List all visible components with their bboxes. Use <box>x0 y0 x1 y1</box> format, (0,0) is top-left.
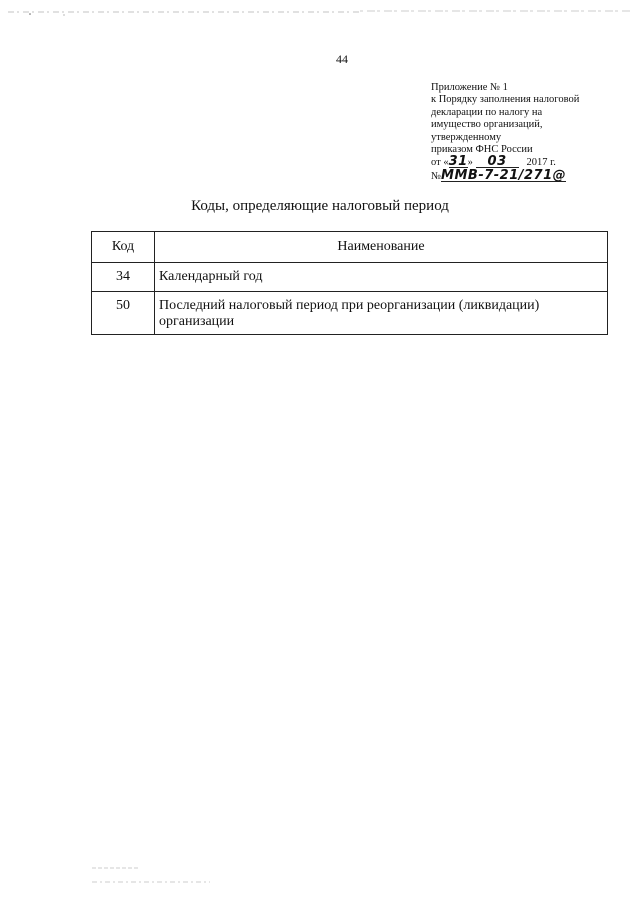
appendix-line: Приложение № 1 <box>431 82 508 93</box>
row-name: Последний налоговый период при реорганизации (ликвидации) организации <box>155 292 608 335</box>
table-row <box>92 292 608 335</box>
table-row <box>92 263 608 292</box>
appendix-order-number <box>431 167 621 183</box>
page-number: 44 <box>336 52 348 66</box>
document-title: Коды, определяющие налоговый период <box>191 198 449 214</box>
date-prefix: от « <box>431 157 449 169</box>
number-prefix: № <box>431 170 442 182</box>
date-year: 2017 г. <box>526 157 556 169</box>
date-month: 03 <box>476 156 519 168</box>
header-name: Наименование <box>155 232 608 263</box>
header-code: Код <box>92 232 155 263</box>
table-header-row <box>92 232 608 263</box>
date-day: 31 <box>448 154 468 170</box>
appendix-line: приказом ФНС России <box>431 144 533 156</box>
date-mid: » <box>467 157 473 169</box>
appendix-line: декларации по налогу на <box>431 106 543 118</box>
appendix-line: имущество организаций, <box>431 119 543 131</box>
row-code: 50 <box>92 292 155 335</box>
row-code: 34 <box>92 263 155 292</box>
appendix-block <box>431 82 621 183</box>
appendix-line: утвержденному <box>431 131 502 143</box>
row-name: Календарный год <box>155 263 608 292</box>
scan-noise-top <box>0 4 640 16</box>
order-number: ММВ-7-21/271@ <box>441 167 567 183</box>
codes-table <box>91 231 608 335</box>
faint-stamp-marks <box>90 860 220 894</box>
appendix-line: к Порядку заполнения налоговой <box>431 94 580 106</box>
